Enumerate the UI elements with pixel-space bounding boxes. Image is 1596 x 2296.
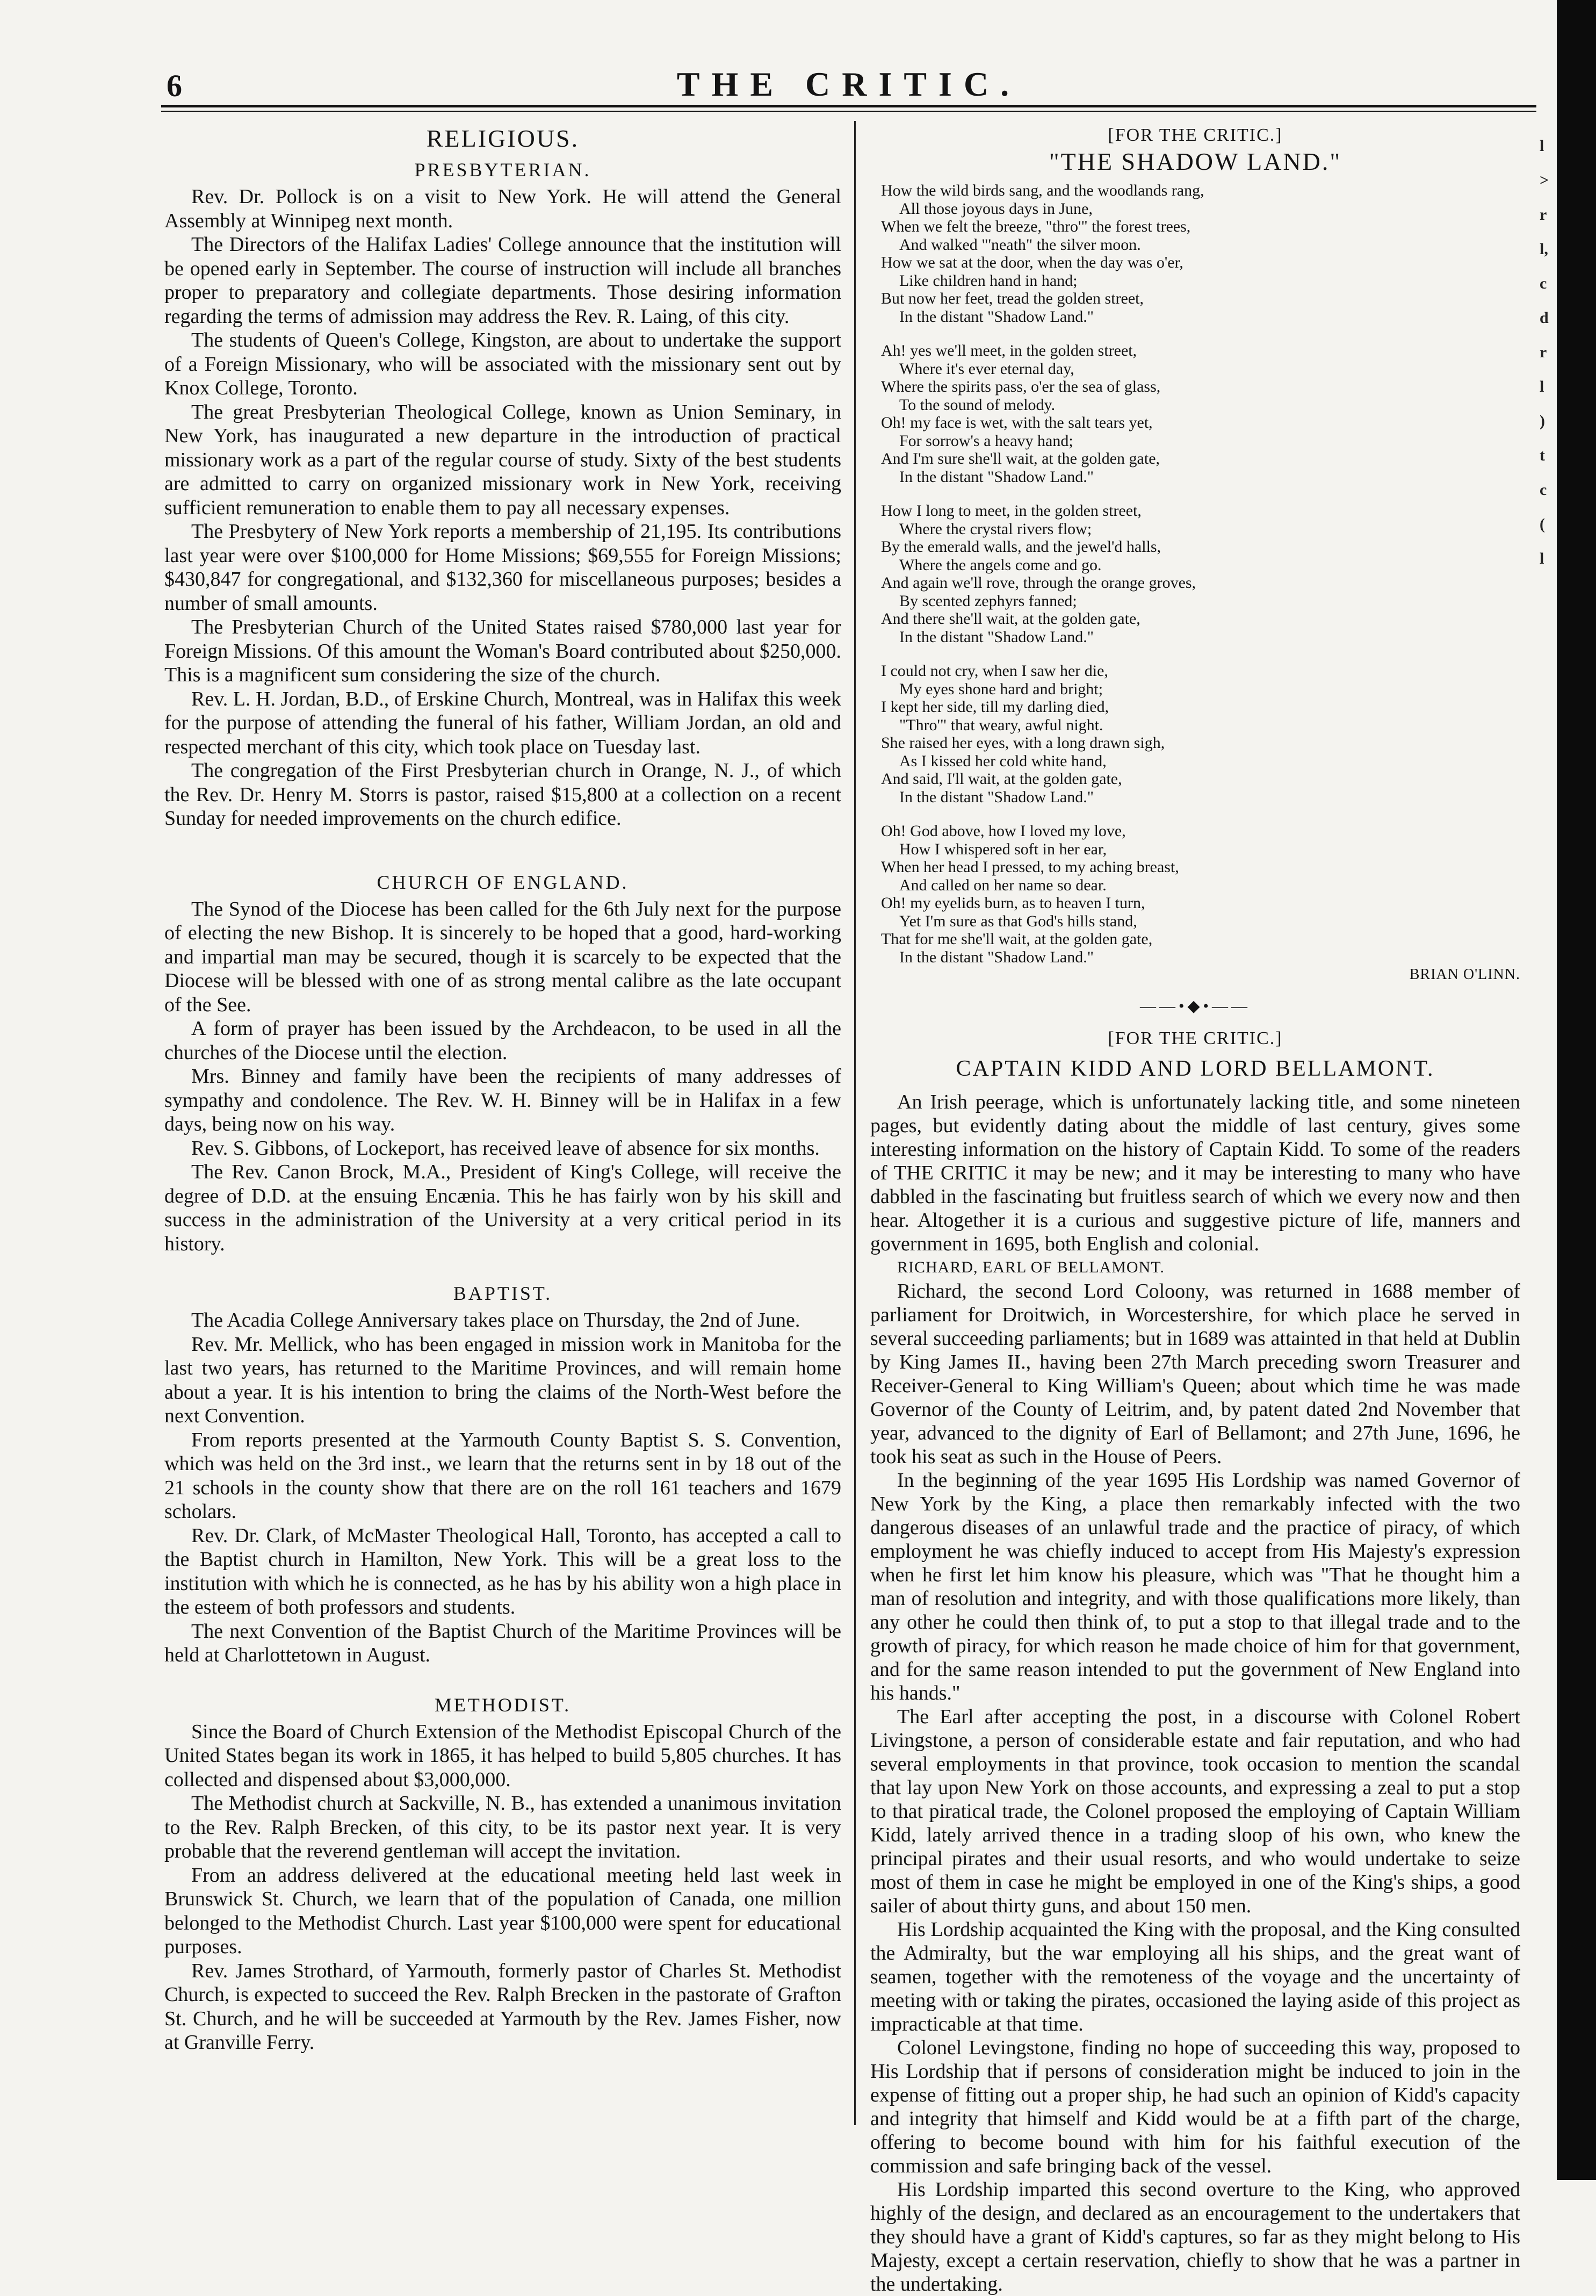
poem-line: As I kissed her cold white hand, bbox=[899, 752, 1107, 770]
article-title: CAPTAIN KIDD AND LORD BELLAMONT. bbox=[956, 1056, 1435, 1081]
news-item: Rev. S. Gibbons, of Lockeport, has received leave of absence for six months. bbox=[191, 1136, 820, 1160]
section-title-baptist: BAPTIST. bbox=[453, 1283, 553, 1304]
poem-line: How we sat at the door, when the day was o'er, bbox=[881, 254, 1183, 271]
header-rule-thin bbox=[161, 111, 1536, 112]
poem-line: In the distant "Shadow Land." bbox=[899, 788, 1094, 806]
section-title-methodist: METHODIST. bbox=[434, 1694, 572, 1716]
poem-line: Yet I'm sure as that God's hills stand, bbox=[899, 912, 1137, 930]
poem-line: When we felt the breeze, "thro'" the forest trees, bbox=[881, 218, 1191, 235]
article-intro: An Irish peerage, which is unfortunately lacking title, and some nineteen pages, but evidently dating about the middle of last century, gives some interesting information on the history of Captain Kidd. To some of the readers of THE CRITIC it may be new; and it may be interesting to many who have dabbled in the fascinating but fruitless search of which we every now and then hear. Altogether it is a curious and suggestive picture of life, manners and government in 1695, both English and colonial. bbox=[870, 1090, 1520, 1255]
poem-body bbox=[870, 182, 1520, 966]
poem-line: I could not cry, when I saw her die, bbox=[881, 662, 1108, 680]
section-title-church-of-england: CHURCH OF ENGLAND. bbox=[377, 871, 629, 893]
poem-line: She raised her eyes, with a long drawn sigh, bbox=[881, 734, 1165, 752]
header-rule bbox=[161, 105, 1536, 107]
poem-line: Where the spirits pass, o'er the sea of glass, bbox=[881, 378, 1161, 395]
adjacent-page-margin: l > r l, c d r l ) t c ( l bbox=[1540, 137, 1549, 567]
poem-stanza bbox=[870, 822, 1520, 966]
news-item: From reports presented at the Yarmouth County Baptist S. S. Convention, which was held on the 3rd inst., we learn that the returns sent in by 18 out of the 21 schools in the county show that there are on the roll 161 teachers and 1679 scholars. bbox=[164, 1428, 841, 1523]
poem-line: How the wild birds sang, and the woodlands rang, bbox=[881, 182, 1204, 199]
news-item: The Presbytery of New York reports a membership of 21,195. Its contributions last year were over $100,000 for Home Missions; $69,555 for Foreign Missions; $430,847 for congregational, and $132,360 for miscellaneous purposes; besides a number of small amounts. bbox=[164, 520, 841, 615]
poem-stanza bbox=[870, 662, 1520, 806]
poem-line: Oh! my face is wet, with the salt tears yet, bbox=[881, 414, 1153, 431]
poem-line: Oh! my eyelids burn, as to heaven I turn, bbox=[881, 894, 1145, 912]
methodist-items bbox=[164, 1720, 841, 2055]
poem-line: How I whispered soft in her ear, bbox=[899, 840, 1107, 858]
poem-line: Where the angels come and go. bbox=[899, 556, 1102, 574]
page-binding-edge bbox=[1557, 0, 1596, 2180]
news-item: The Directors of the Halifax Ladies' College announce that the institution will be opened early in September. The course of instruction will include all branches proper to preparatory and collegiate departments. Those desiring information regarding the terms of admission may address the Rev. R. Laing, of this city. bbox=[164, 233, 841, 328]
poem-line: In the distant "Shadow Land." bbox=[899, 467, 1094, 486]
poem-line: My eyes shone hard and bright; bbox=[899, 680, 1103, 698]
poem-line: But now her feet, tread the golden street, bbox=[881, 290, 1144, 307]
poem-line: And there she'll wait, at the golden gate, bbox=[881, 610, 1140, 628]
poem-line: All those joyous days in June, bbox=[899, 199, 1093, 218]
column-divider bbox=[854, 121, 856, 2125]
article-paragraph: His Lordship imparted this second overture to the King, who approved highly of the design, and declared as an encouragement to the undertakers that they should have a grant of Kidd's captures, so far as they might belong to His Majesty, except a certain reservation, chiefly to show that he was a partner in the undertaking. bbox=[870, 2178, 1520, 2295]
poem-title: "THE SHADOW LAND." bbox=[1049, 148, 1342, 175]
article-credit: [FOR THE CRITIC.] bbox=[1108, 1028, 1283, 1048]
section-ornament: ——•◆•—— bbox=[1139, 997, 1251, 1015]
news-item: A form of prayer has been issued by the Archdeacon, to be used in all the churches of the Diocese until the election. bbox=[164, 1017, 841, 1064]
poem-author: BRIAN O'LINN. bbox=[1409, 966, 1520, 983]
news-item: Rev. L. H. Jordan, B.D., of Erskine Church, Montreal, was in Halifax this week for the purpose of attending the funeral of his father, William Jordan, an old and respected merchant of this city, which took place on Tuesday last. bbox=[164, 687, 841, 758]
masthead: THE CRITIC. bbox=[676, 65, 1021, 103]
poem-line: In the distant "Shadow Land." bbox=[899, 307, 1094, 326]
news-item: The Presbyterian Church of the United States raised $780,000 last year for Foreign Missions. Of this amount the Woman's Board contributed about $250,000. This is a magnificent sum considering the size of the church. bbox=[164, 616, 841, 686]
poem-line: For sorrow's a heavy hand; bbox=[899, 431, 1073, 450]
news-item: Since the Board of Church Extension of the Methodist Episcopal Church of the United States began its work in 1865, it has helped to build 5,805 churches. It has collected and dispensed about $3,000,000. bbox=[164, 1720, 841, 1791]
poem-line: When her head I pressed, to my aching breast, bbox=[881, 858, 1179, 876]
poem-line: I kept her side, till my darling died, bbox=[881, 698, 1109, 716]
news-item: The students of Queen's College, Kingston, are about to undertake the support of a Foreign Missionary, who will be associated with the missionary sent out by Knox College, Toronto. bbox=[164, 329, 841, 399]
news-item: Rev. James Strothard, of Yarmouth, formerly pastor of Charles St. Methodist Church, is expected to succeed the Rev. Ralph Brecken in the pastorate of Grafton St. Church, and he will be succeeded at Yarmouth by the Rev. James Fisher, now at Granville Ferry. bbox=[164, 1959, 841, 2054]
baptist-items bbox=[164, 1308, 841, 1667]
poem-line: "Thro'" that weary, awful night. bbox=[899, 716, 1103, 734]
news-item: Rev. Dr. Pollock is on a visit to New York. He will attend the General Assembly at Winnipeg next month. bbox=[164, 185, 841, 232]
news-item: The Methodist church at Sackville, N. B., has extended a unanimous invitation to the Rev. Ralph Brecken, of this city, to be its pastor next year. It is very probable that the reverend gentleman will accept the invitation. bbox=[164, 1792, 841, 1862]
poem-line: And I'm sure she'll wait, at the golden gate, bbox=[881, 450, 1160, 467]
news-item: Rev. Mr. Mellick, who has been engaged in mission work in Manitoba for the last two years, has returned to the Maritime Provinces, and will remain home about a year. It is his intention to bring the claims of the North-West before the next Convention. bbox=[164, 1333, 841, 1427]
news-item: Rev. Dr. Clark, of McMaster Theological Hall, Toronto, has accepted a call to the Baptist church in Hamilton, New York. This will be a great loss to the institution with which he is connected, as he has by his ability won a high place in the esteem of both professors and students. bbox=[164, 1524, 841, 1618]
subsection-title-presbyterian: PRESBYTERIAN. bbox=[414, 159, 591, 181]
news-item: From an address delivered at the educational meeting held last week in Brunswick St. Church, we learn that of the population of Canada, one million belonged to the Methodist Church. Last year $100,000 were spent for educational purposes. bbox=[164, 1863, 841, 1958]
poem-stanza bbox=[870, 182, 1520, 326]
poem-line: Ah! yes we'll meet, in the golden street, bbox=[881, 342, 1137, 359]
poem-stanza bbox=[870, 502, 1520, 646]
news-item: The congregation of the First Presbyterian church in Orange, N. J., of which the Rev. Dr. Henry M. Storrs is pastor, raised $15,800 at a collection on a recent Sunday for needed improvements on the church edifice. bbox=[164, 759, 841, 830]
article-paragraph: Colonel Levingstone, finding no hope of succeeding this way, proposed to His Lordship that if persons of consideration might be induced to join in the expense of fitting out a proper ship, he had such an opinion of Kidd's capacity and integrity that himself and Kidd would be at a fifth part of the charge, offering to become bound with him for his faithful execution of the commission and safe bringing back of the vessel. bbox=[870, 2036, 1520, 2177]
church-of-england-items bbox=[164, 897, 841, 1256]
news-item: The Acadia College Anniversary takes place on Thursday, the 2nd of June. bbox=[191, 1309, 800, 1331]
poem-line: And again we'll rove, through the orange groves, bbox=[881, 574, 1196, 592]
poem-line: And said, I'll wait, at the golden gate, bbox=[881, 770, 1122, 788]
poem-line: Where it's ever eternal day, bbox=[899, 359, 1074, 378]
article-paragraph: In the beginning of the year 1695 His Lordship was named Governor of New York by the King, a place then remarkably infected with the two dangerous diseases of an unlawful trade and the practice of piracy, of which employment he was chiefly induced to accept from His Majesty's expression when he first let him know his pleasure, which was "That he thought him a man of resolution and integrity, and with those qualifications more likely, than any other he could then think of, to put a stop to that illegal trade and to the growth of piracy, for which reason he made choice of him for that government, and for the same reason intended to put the government of New England into his hands." bbox=[870, 1469, 1520, 1704]
presbyterian-items bbox=[164, 185, 841, 831]
news-item: The next Convention of the Baptist Church of the Maritime Provinces will be held at Charlottetown in August. bbox=[164, 1620, 841, 1666]
poem-line: By the emerald walls, and the jewel'd halls, bbox=[881, 538, 1161, 556]
poem-line: Where the crystal rivers flow; bbox=[899, 520, 1092, 538]
article-subhead: RICHARD, EARL OF BELLAMONT. bbox=[897, 1258, 1165, 1276]
poem-stanza bbox=[870, 342, 1520, 486]
article-paragraph: The Earl after accepting the post, in a discourse with Colonel Robert Livingstone, a person of considerable estate and fair reputation, and who had several employments in that province, took occasion to mention the scandal that lay upon New York on those accounts, and expressing a zeal to put a stop to that piratical trade, the Colonel proposed the employing of Captain William Kidd, lately arrived thence in a trading sloop of his own, who knew the principal pirates and their usual resorts, and who would undertake to seize most of them in case he might be employed in one of the King's ships, a good sailer of about thirty guns, and about 150 men. bbox=[870, 1705, 1520, 1917]
poem-line: In the distant "Shadow Land." bbox=[899, 628, 1094, 646]
page-number: 6 bbox=[167, 68, 182, 103]
poem-line: That for me she'll wait, at the golden gate, bbox=[881, 930, 1153, 948]
poem-line: Like children hand in hand; bbox=[899, 271, 1078, 290]
news-item: The great Presbyterian Theological College, known as Union Seminary, in New York, has inaugurated a new departure in the introduction of practical missionary work as a part of the regular course of study. Sixty of the best students are admitted to carry on organized missionary work in New York, receiving sufficient remuneration to enable them to pay all necessary expenses. bbox=[164, 400, 841, 519]
right-column bbox=[870, 124, 1520, 2295]
news-item: The Synod of the Diocese has been called for the 6th July next for the purpose of electing the new Bishop. It is sincerely to be hoped that a good, hard-working and impartial man may be secured, though it is scarcely to be expected that the Diocese will be blessed with one of as strong mental calibre as the late occupant of the See. bbox=[164, 897, 841, 1016]
poem-line: And walked "'neath" the silver moon. bbox=[899, 235, 1141, 254]
poem-line: How I long to meet, in the golden street, bbox=[881, 502, 1142, 520]
poem-line: To the sound of melody. bbox=[899, 395, 1056, 414]
poem-line: And called on her name so dear. bbox=[899, 876, 1107, 894]
news-item: Mrs. Binney and family have been the recipients of many addresses of sympathy and condolence. The Rev. W. H. Binney will be in Halifax in a few days, being now on his way. bbox=[164, 1065, 841, 1135]
article-paragraph: Richard, the second Lord Coloony, was returned in 1688 member of parliament for Droitwich, in Worcestershire, for which place he served in several succeeding parliaments; but in 1689 was attainted in that held at Dublin by King James II., having been 27th March preceding sworn Treasurer and Receiver-General to King William's Queen; about which time he was made Governor of the County of Leitrim, and, by patent dated 2nd November that year, advanced to the dignity of Earl of Bellamont; and 27th June, 1696, he took his seat as such in the House of Peers. bbox=[870, 1279, 1520, 1468]
section-title-religious: RELIGIOUS. bbox=[426, 125, 580, 152]
news-item: The Rev. Canon Brock, M.A., President of King's College, will receive the degree of D.D. at the ensuing Encænia. This he has fairly won by his skill and success in the administration of the University at a very critical period in its history. bbox=[164, 1161, 841, 1255]
left-column bbox=[164, 124, 841, 2122]
poem-line: By scented zephyrs fanned; bbox=[899, 592, 1077, 610]
poem-line: In the distant "Shadow Land." bbox=[899, 948, 1094, 966]
poem-line: Oh! God above, how I loved my love, bbox=[881, 822, 1126, 840]
article-paragraph: His Lordship acquainted the King with the proposal, and the King consulted the Admiralty, but the war employing all his ships, and the great want of seamen, together with the remoteness of the voyage and the uncertainty of meeting with or taking the pirates, occasioned the laying aside of this project as impracticable at that time. bbox=[870, 1918, 1520, 2035]
poem-credit: [FOR THE CRITIC.] bbox=[1108, 125, 1283, 145]
